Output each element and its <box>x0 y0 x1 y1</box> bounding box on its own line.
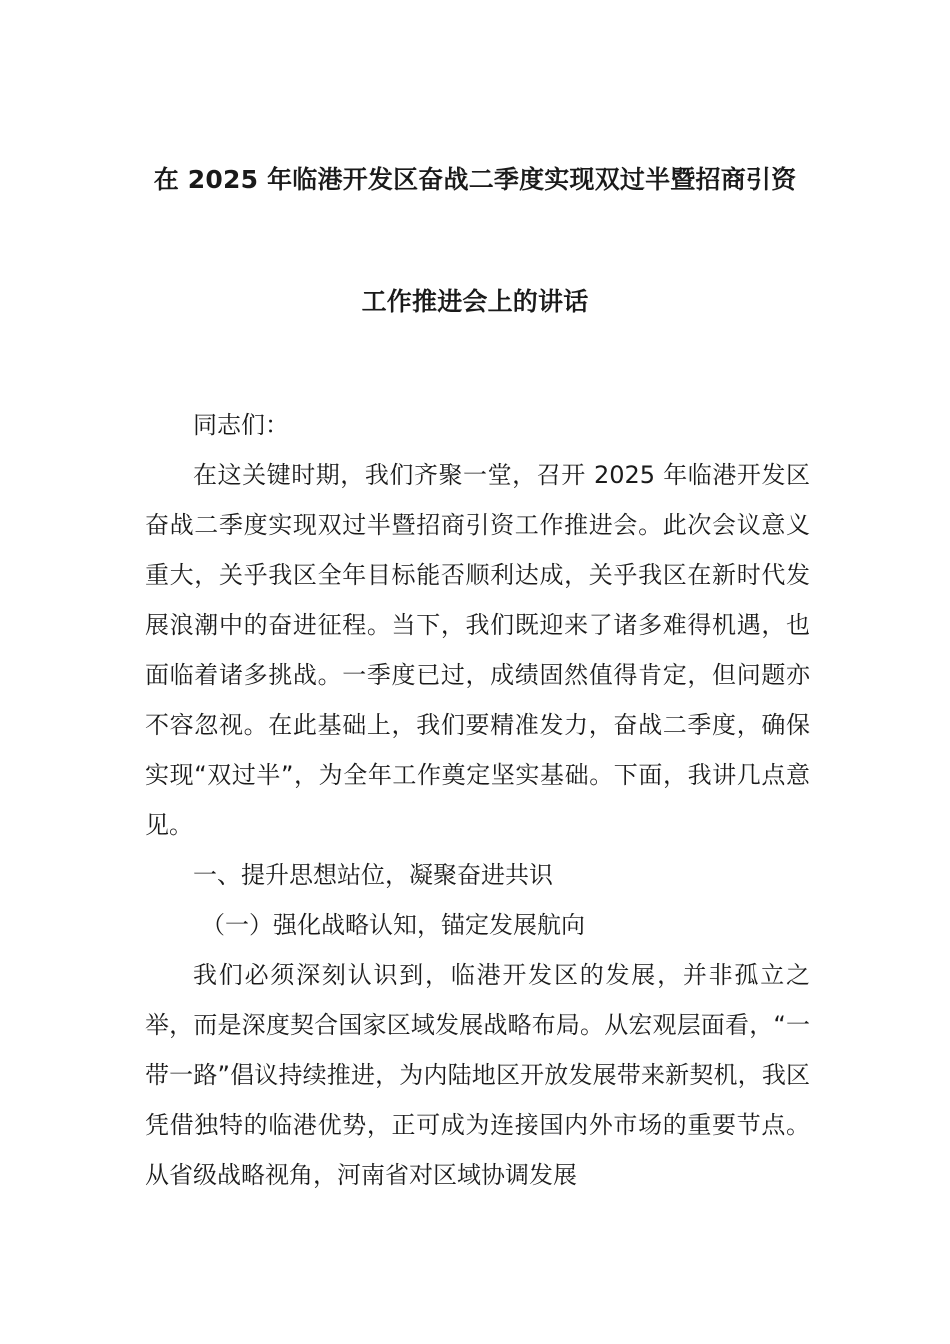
subsection-heading-1: （一）强化战略认知，锚定发展航向 <box>201 911 585 939</box>
document-body <box>145 400 810 1200</box>
salutation: 同志们： <box>193 411 289 439</box>
section-heading-1: 一、提升思想站位，凝聚奋进共识 <box>193 861 553 889</box>
document-title-line-2: 工作推进会上的讲话 <box>361 287 589 316</box>
paragraph-opening: 在这关键时期，我们齐聚一堂，召开 2025 年临港开发区奋战二季度实现双过半暨招商引资工作推进会。此次会议意义重大，关乎我区全年目标能否顺利达成，关乎我区在新时代发展浪潮中的奋进征程。当下，我们既迎来了诸多难得机遇，也面临着诸多挑战。一季度已过，成绩固然值得肯定，但问题亦不容忽视。在此基础上，我们要精准发力，奋战二季度，确保实现“双过半”，为全年工作奠定坚实基础。下面，我讲几点意见。 <box>145 461 810 839</box>
document-title-line-1: 在 2025 年临港开发区奋战二季度实现双过半暨招商引资 <box>153 165 797 194</box>
paragraph-strategy: 我们必须深刻认识到，临港开发区的发展，并非孤立之举，而是深度契合国家区域发展战略布局。从宏观层面看，“一带一路”倡议持续推进，为内陆地区开放发展带来新契机，我区凭借独特的临港优势，正可成为连接国内外市场的重要节点。从省级战略视角，河南省对区域协调发展 <box>145 961 810 1189</box>
